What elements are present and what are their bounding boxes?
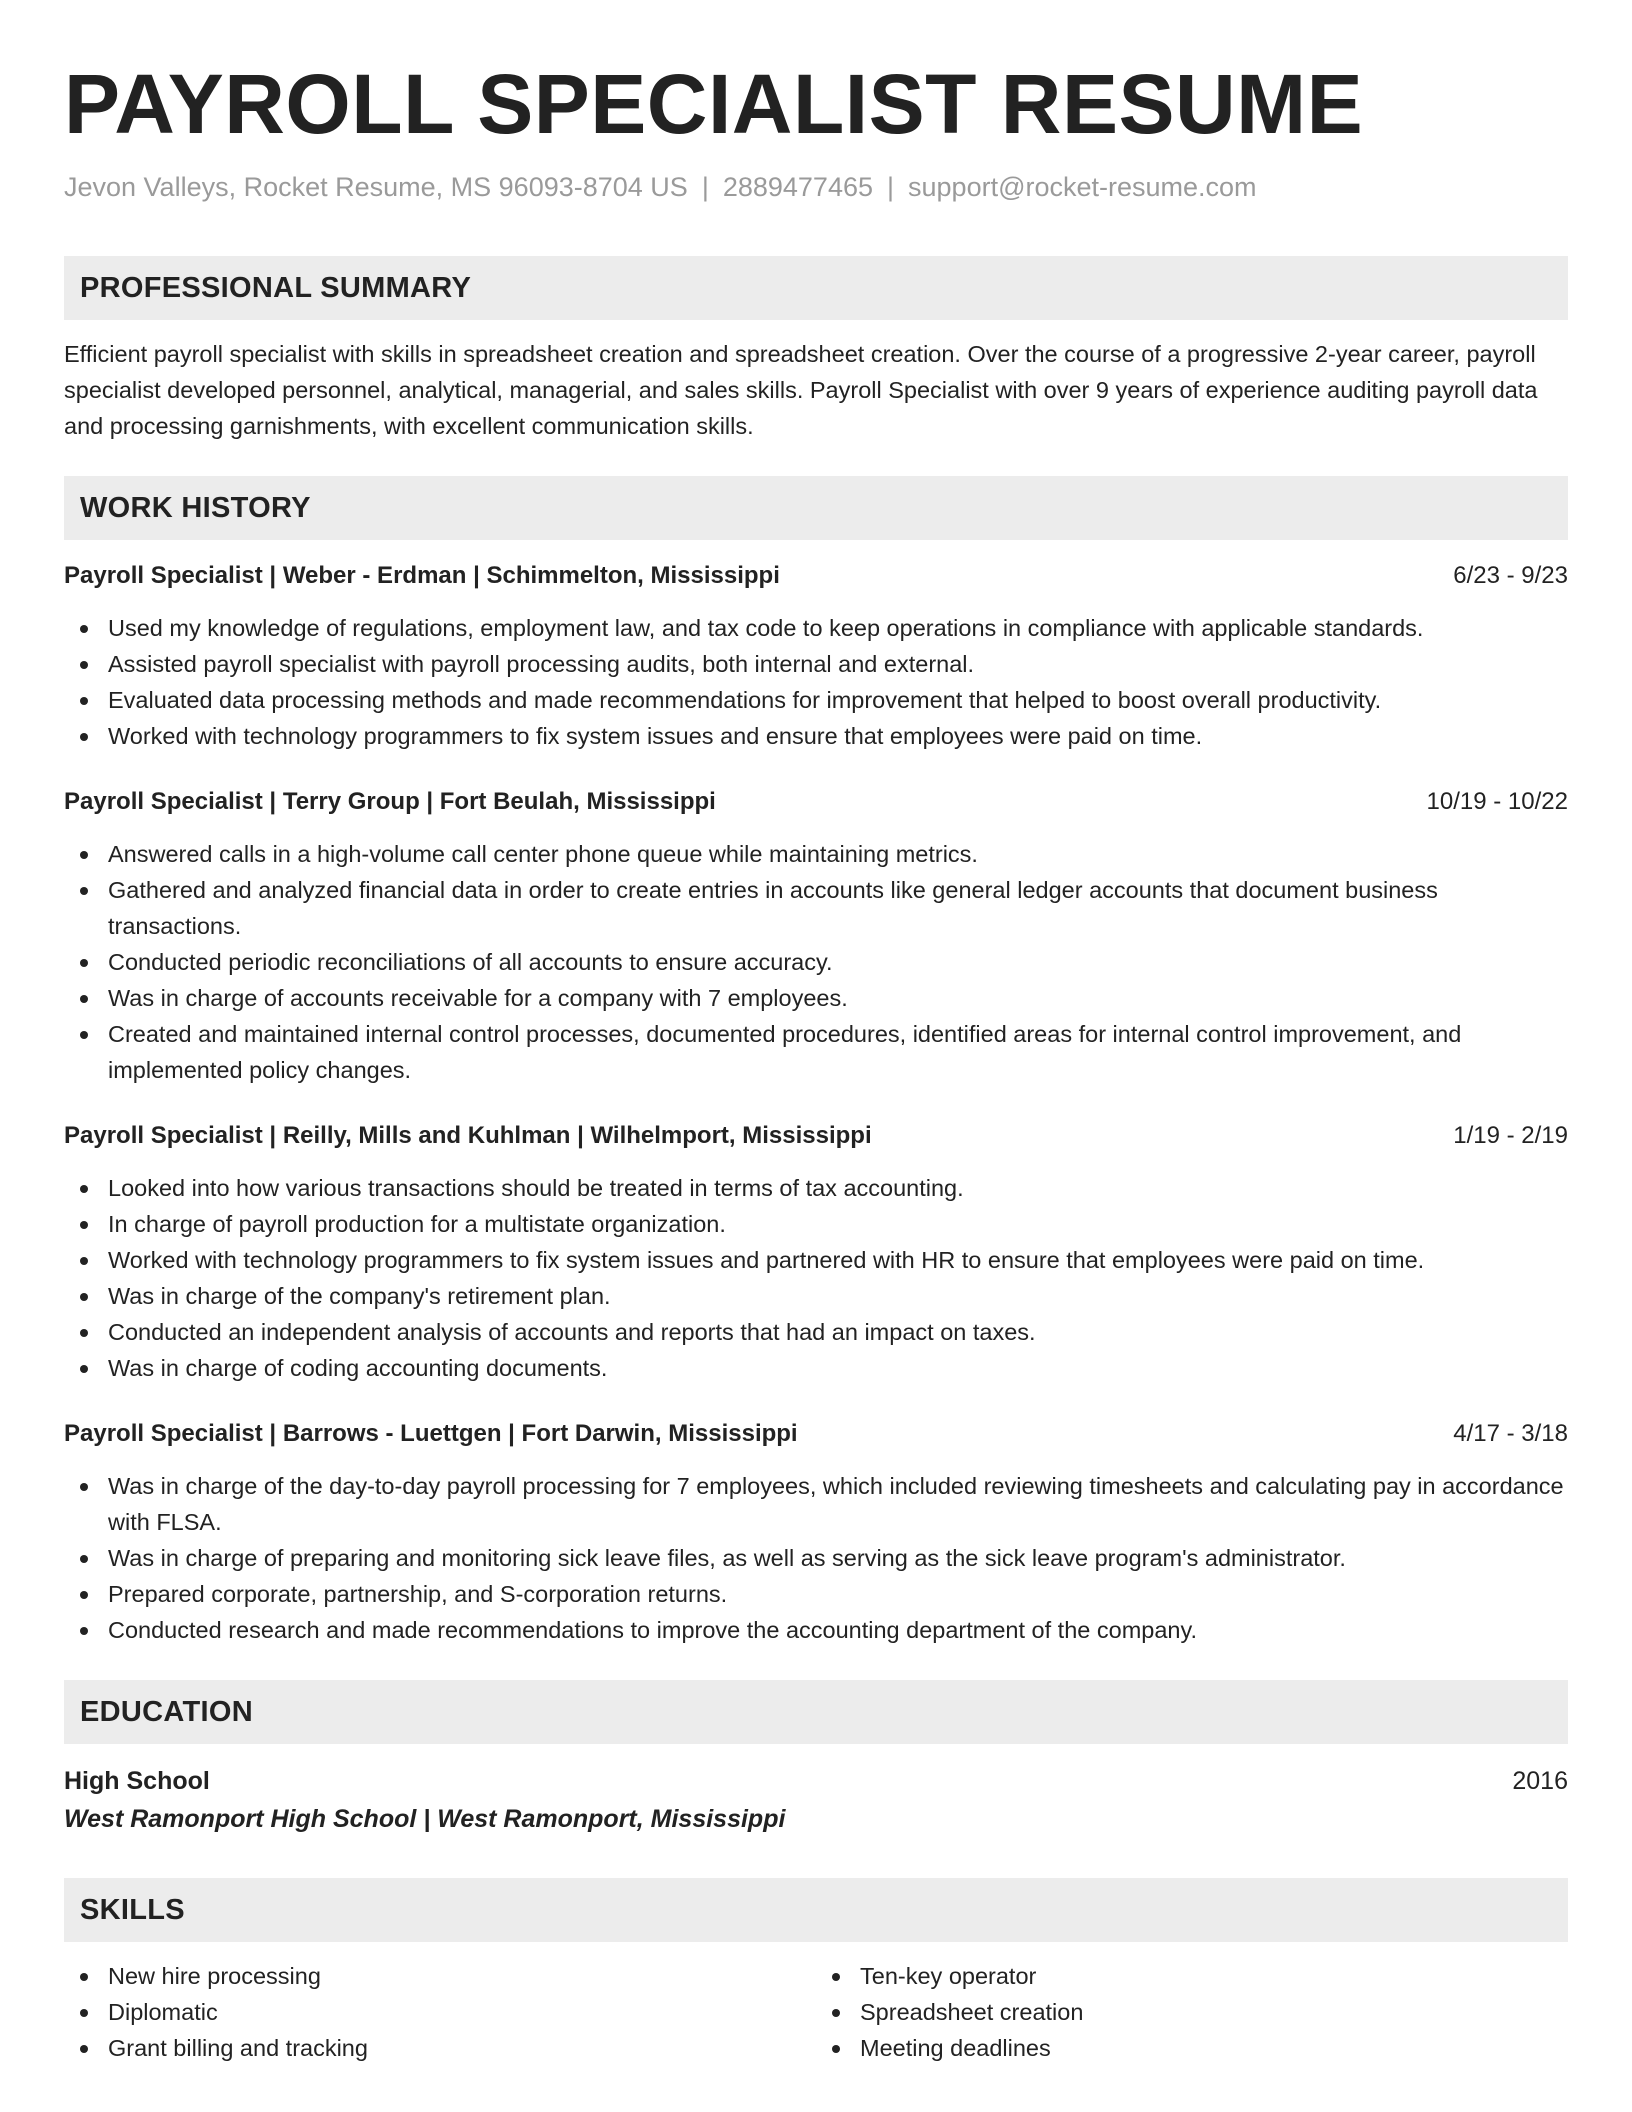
job-heading: [64, 784, 1568, 820]
skill-item: Ten-key operator: [816, 1958, 1568, 1994]
summary-text: Efficient payroll specialist with skills in spreadsheet creation and spreadsheet creation. Over the course of a progressive 2-year career, payroll specialist developed personnel, analytical, managerial, and sales skills. Payroll Specialist with over 9 years of experience auditing payroll data and processing garnishments, with excellent communication skills.: [64, 341, 1538, 439]
education-entry: [64, 1762, 1568, 1838]
job-dates: 10/19 - 10/22: [1426, 788, 1568, 815]
skill-item: New hire processing: [64, 1958, 816, 1994]
job-entry: [64, 558, 1568, 754]
contact-separator: |: [887, 172, 895, 202]
job-bullet: Was in charge of preparing and monitoring sick leave files, as well as serving as the sick leave program's administrator.: [64, 1540, 1568, 1576]
resume-title: PAYROLL SPECIALIST RESUME: [64, 57, 1364, 151]
job-bullets: [64, 610, 1568, 754]
job-dates: 6/23 - 9/23: [1453, 562, 1568, 589]
job-bullet: Conducted periodic reconciliations of all accounts to ensure accuracy.: [64, 944, 1568, 980]
job-entry: [64, 784, 1568, 1088]
job-bullet: Answered calls in a high-volume call center phone queue while maintaining metrics.: [64, 836, 1568, 872]
job-title: Payroll Specialist | Terry Group | Fort Beulah, Mississippi: [64, 788, 716, 815]
job-title: Payroll Specialist | Barrows - Luettgen | Fort Darwin, Mississippi: [64, 1420, 798, 1447]
job-bullet: In charge of payroll production for a multistate organization.: [64, 1206, 1568, 1242]
job-bullets: [64, 1170, 1568, 1386]
job-bullet: Assisted payroll specialist with payroll processing audits, both internal and external.: [64, 646, 1568, 682]
section-header-work-history: WORK HISTORY: [64, 476, 1568, 540]
job-bullet: Used my knowledge of regulations, employment law, and tax code to keep operations in compliance with applicable standards.: [64, 610, 1568, 646]
contact-line: [64, 170, 1568, 204]
job-title: Payroll Specialist | Reilly, Mills and Kuhlman | Wilhelmport, Mississippi: [64, 1122, 872, 1149]
contact-address: Jevon Valleys, Rocket Resume, MS 96093-8704 US: [64, 172, 688, 202]
job-bullet: Worked with technology programmers to fix system issues and ensure that employees were paid on time.: [64, 718, 1568, 754]
contact-separator: |: [701, 172, 709, 202]
section-header-summary: PROFESSIONAL SUMMARY: [64, 256, 1568, 320]
job-heading: [64, 1416, 1568, 1452]
job-bullets: [64, 836, 1568, 1088]
job-dates: 4/17 - 3/18: [1453, 1420, 1568, 1447]
job-bullet: Was in charge of coding accounting documents.: [64, 1350, 1568, 1386]
job-bullet: Conducted an independent analysis of accounts and reports that had an impact on taxes.: [64, 1314, 1568, 1350]
skills-list: [64, 1958, 1568, 2066]
education-degree: High School: [64, 1767, 210, 1795]
section-header-skills: SKILLS: [64, 1878, 1568, 1942]
job-dates: 1/19 - 2/19: [1453, 1122, 1568, 1149]
job-bullet: Worked with technology programmers to fix system issues and partnered with HR to ensure that employees were paid on time.: [64, 1242, 1568, 1278]
job-bullet: Prepared corporate, partnership, and S-corporation returns.: [64, 1576, 1568, 1612]
job-bullet: Evaluated data processing methods and made recommendations for improvement that helped to boost overall productivity.: [64, 682, 1568, 718]
section-header-education: EDUCATION: [64, 1680, 1568, 1744]
job-entry: [64, 1118, 1568, 1386]
skill-item: Meeting deadlines: [816, 2030, 1568, 2066]
job-bullet: Looked into how various transactions should be treated in terms of tax accounting.: [64, 1170, 1568, 1206]
job-bullet: Created and maintained internal control processes, documented procedures, identified areas for internal control improvement, and implemented policy changes.: [64, 1016, 1568, 1088]
skills-column-left: [64, 1958, 816, 2066]
skill-item: Grant billing and tracking: [64, 2030, 816, 2066]
job-heading: [64, 1118, 1568, 1154]
skill-item: Spreadsheet creation: [816, 1994, 1568, 2030]
job-bullets: [64, 1468, 1568, 1648]
education-heading: [64, 1762, 1568, 1800]
skill-item: Diplomatic: [64, 1994, 816, 2030]
job-heading: [64, 558, 1568, 594]
job-title: Payroll Specialist | Weber - Erdman | Schimmelton, Mississippi: [64, 562, 780, 589]
job-bullet: Conducted research and made recommendations to improve the accounting department of the company.: [64, 1612, 1568, 1648]
contact-phone: 2889477465: [722, 172, 873, 202]
job-entry: [64, 1416, 1568, 1648]
job-bullet: Was in charge of the day-to-day payroll processing for 7 employees, which included reviewing timesheets and calculating pay in accordance with FLSA.: [64, 1468, 1568, 1540]
education-school: West Ramonport High School | West Ramonport, Mississippi: [64, 1805, 786, 1833]
contact-email: support@rocket-resume.com: [908, 172, 1257, 202]
job-bullet: Gathered and analyzed financial data in order to create entries in accounts like general ledger accounts that document business transactions.: [64, 872, 1568, 944]
job-bullet: Was in charge of the company's retirement plan.: [64, 1278, 1568, 1314]
education-year: 2016: [1512, 1767, 1568, 1795]
skills-column-right: [816, 1958, 1568, 2066]
job-bullet: Was in charge of accounts receivable for a company with 7 employees.: [64, 980, 1568, 1016]
